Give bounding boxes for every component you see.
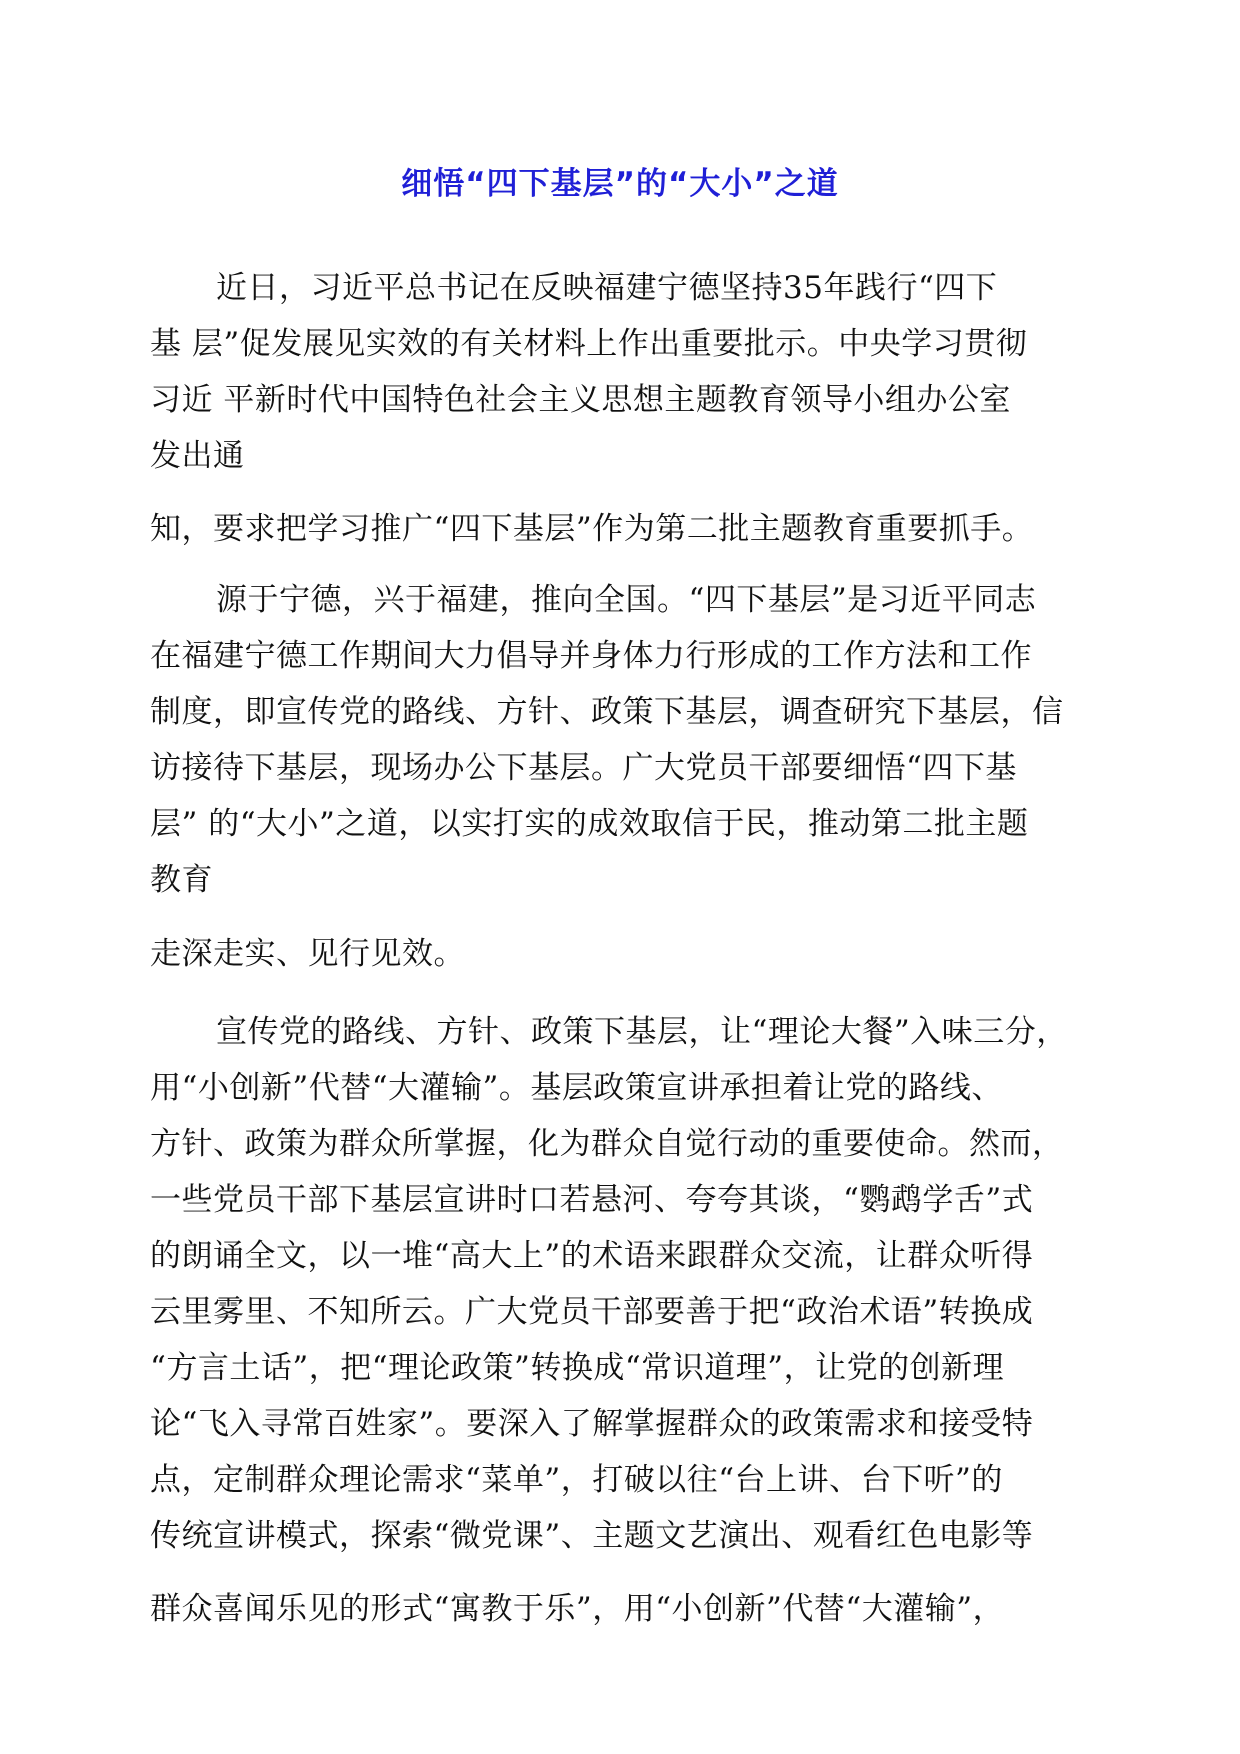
body-line: 论“飞入寻常百姓家”。要深入了解掌握群众的政策需求和接受特 xyxy=(150,1406,1034,1442)
body-line: 层” 的“大小”之道，以实打实的成效取信于民，推动第二批主题 xyxy=(150,806,1029,842)
body-line: 源于宁德，兴于福建，推向全国。“四下基层”是习近平同志 xyxy=(216,582,1037,618)
body-line: 点，定制群众理论需求“菜单”，打破以往“台上讲、台下听”的 xyxy=(150,1462,1003,1498)
body-line: 走深走实、见行见效。 xyxy=(150,936,465,972)
body-line: 访接待下基层，现场办公下基层。广大党员干部要细悟“四下基 xyxy=(150,750,1017,786)
body-line: 知，要求把学习推广“四下基层”作为第二批主题教育重要抓手。 xyxy=(150,511,1034,547)
body-line: 方针、政策为群众所掌握，化为群众自觉行动的重要使命。然而， xyxy=(150,1126,1064,1162)
document-title: 细悟“四下基层”的“大小”之道 xyxy=(401,166,839,202)
body-line: 在福建宁德工作期间大力倡导并身体力行形成的工作方法和工作 xyxy=(150,638,1032,674)
body-line: 云里雾里、不知所云。广大党员干部要善于把“政治术语”转换成 xyxy=(150,1294,1034,1330)
body-line: 的朗诵全文，以一堆“高大上”的术语来跟群众交流，让群众听得 xyxy=(150,1238,1034,1274)
body-line: 习近 平新时代中国特色社会主义思想主题教育领导小组办公室 xyxy=(150,382,1011,418)
body-line: 制度，即宣传党的路线、方针、政策下基层，调查研究下基层，信 xyxy=(150,694,1064,730)
body-line: 近日，习近平总书记在反映福建宁德坚持35年践行“四下 xyxy=(216,270,998,306)
body-line: 宣传党的路线、方针、政策下基层，让“理论大餐”入味三分， xyxy=(216,1014,1068,1050)
body-line: 一些党员干部下基层宣讲时口若悬河、夸夸其谈，“鹦鹉学舌”式 xyxy=(150,1182,1034,1218)
body-line: 教育 xyxy=(150,862,213,898)
body-line: 传统宣讲模式，探索“微党课”、主题文艺演出、观看红色电影等 xyxy=(150,1518,1034,1554)
body-line: 基 层”促发展见实效的有关材料上作出重要批示。中央学习贯彻 xyxy=(150,326,1028,362)
body-line: 用“小创新”代替“大灌输”。基层政策宣讲承担着让党的路线、 xyxy=(150,1070,1003,1106)
body-line: “方言土话”，把“理论政策”转换成“常识道理”，让党的创新理 xyxy=(150,1350,1005,1386)
body-line: 发出通 xyxy=(150,438,245,474)
body-line: 群众喜闻乐见的形式“寓教于乐”，用“小创新”代替“大灌输”， xyxy=(150,1591,1005,1627)
